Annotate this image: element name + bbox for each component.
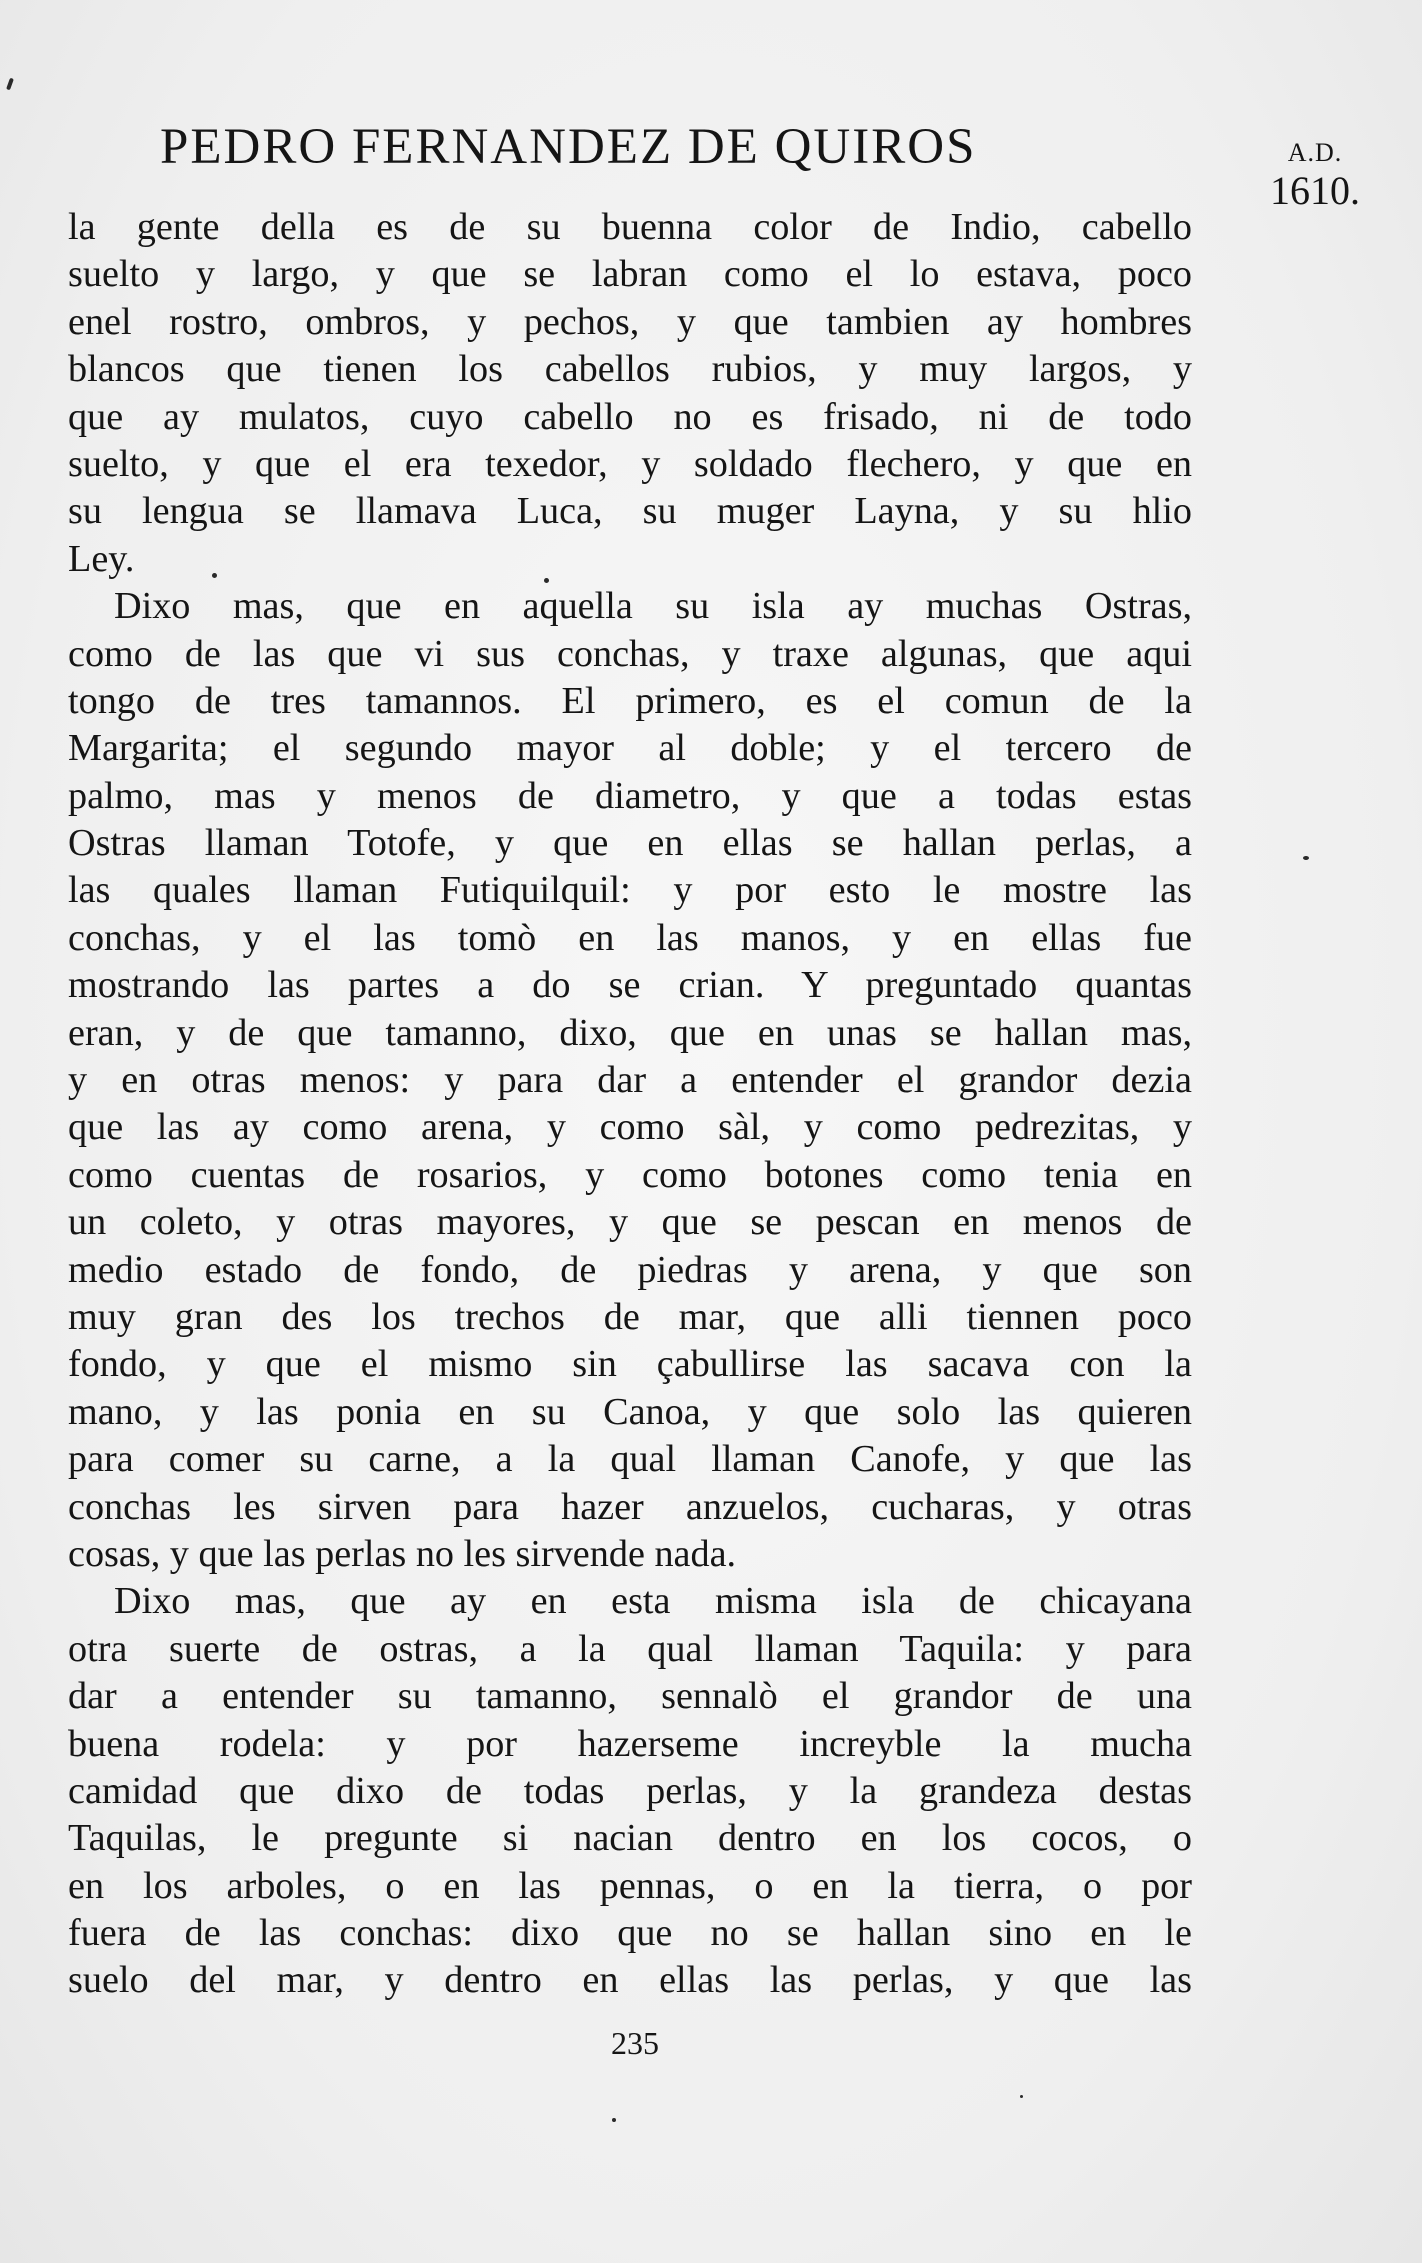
- margin-ad-label: A.D.: [1287, 138, 1343, 167]
- text-line: conchas les sirven para hazer anzuelos, cucharas, y otras: [68, 1485, 1192, 1528]
- text-line: suelto y largo, y que se labran como el lo estava, poco: [68, 253, 1192, 296]
- text-line: Taquilas, le pregunte si nacian dentro en los cocos, o: [68, 1817, 1192, 1860]
- text-line: muy gran des los trechos de mar, que alli tiennen poco: [68, 1295, 1192, 1338]
- scan-speck: [212, 573, 217, 578]
- text-line: cosas, y que las perlas no les sirvende nada.: [68, 1532, 737, 1575]
- paragraph-start-line: Dixo mas, que ay en esta misma isla de chicayana: [114, 1580, 1192, 1623]
- text-line: dar a entender su tamanno, sennalò el grandor de una: [68, 1675, 1192, 1718]
- text-line: que las ay como arena, y como sàl, y como pedrezitas, y: [68, 1106, 1192, 1149]
- text-line: otra suerte de ostras, a la qual llaman Taquila: y para: [68, 1627, 1192, 1670]
- scan-speck: [1303, 856, 1309, 860]
- scan-speck: [1020, 2095, 1023, 2098]
- text-line: palmo, mas y menos de diametro, y que a todas estas: [68, 774, 1192, 817]
- scan-speck: [544, 578, 549, 583]
- text-line: su lengua se llamava Luca, su muger Layna, y su hlio: [68, 490, 1192, 533]
- text-line: y en otras menos: y para dar a entender el grandor dezia: [68, 1059, 1192, 1102]
- text-line: que ay mulatos, cuyo cabello no es frisado, ni de todo: [68, 395, 1192, 438]
- text-line: Ley.: [68, 537, 135, 580]
- text-line: las quales llaman Futiquilquil: y por esto le mostre las: [68, 869, 1192, 912]
- text-line: tongo de tres tamannos. El primero, es el comun de la: [68, 679, 1192, 722]
- text-line: mostrando las partes a do se crian. Y preguntado quantas: [68, 964, 1192, 1007]
- text-line: buena rodela: y por hazerseme increyble la mucha: [68, 1722, 1192, 1765]
- text-line: mano, y las ponia en su Canoa, y que solo las quieren: [68, 1390, 1192, 1433]
- margin-year: 1610.: [1270, 167, 1360, 213]
- text-line: fuera de las conchas: dixo que no se hallan sino en le: [68, 1912, 1192, 1955]
- text-line: la gente della es de su buenna color de Indio, cabello: [68, 206, 1192, 248]
- text-line: conchas, y el las tomò en las manos, y en ellas fue: [68, 916, 1192, 959]
- body-text: [68, 204, 1192, 2005]
- text-line: blancos que tienen los cabellos rubios, y muy largos, y: [68, 348, 1192, 391]
- running-head-title: PEDRO FERNANDEZ DE QUIROS: [160, 119, 977, 175]
- text-line: como de las que vi sus conchas, y traxe algunas, que aqui: [68, 632, 1192, 675]
- text-line: Ostras llaman Totofe, y que en ellas se hallan perlas, a: [68, 822, 1192, 865]
- text-line: enel rostro, ombros, y pechos, y que tambien ay hombres: [68, 300, 1192, 343]
- text-line: eran, y de que tamanno, dixo, que en unas se hallan mas,: [68, 1011, 1192, 1054]
- margin-date-note: [1270, 138, 1360, 214]
- scan-speck: [6, 78, 14, 91]
- text-line: en los arboles, o en las pennas, o en la tierra, o por: [68, 1864, 1192, 1907]
- paragraph-start-line: Dixo mas, que en aquella su isla ay muchas Ostras,: [114, 585, 1192, 628]
- text-line: suelo del mar, y dentro en ellas las perlas, y que las: [68, 1959, 1192, 2002]
- text-line: suelto, y que el era texedor, y soldado flechero, y que en: [68, 442, 1192, 485]
- text-line: como cuentas de rosarios, y como botones como tenia en: [68, 1153, 1192, 1196]
- text-line: fondo, y que el mismo sin çabullirse las sacava con la: [68, 1343, 1192, 1386]
- text-line: camidad que dixo de todas perlas, y la grandeza destas: [68, 1769, 1192, 1812]
- text-line: medio estado de fondo, de piedras y arena, y que son: [68, 1248, 1192, 1291]
- scan-speck: [612, 2118, 616, 2122]
- page-number: 235: [611, 2025, 659, 2061]
- text-line: para comer su carne, a la qual llaman Canofe, y que las: [68, 1438, 1192, 1481]
- text-line: un coleto, y otras mayores, y que se pescan en menos de: [68, 1201, 1192, 1244]
- text-line: Margarita; el segundo mayor al doble; y el tercero de: [68, 727, 1192, 770]
